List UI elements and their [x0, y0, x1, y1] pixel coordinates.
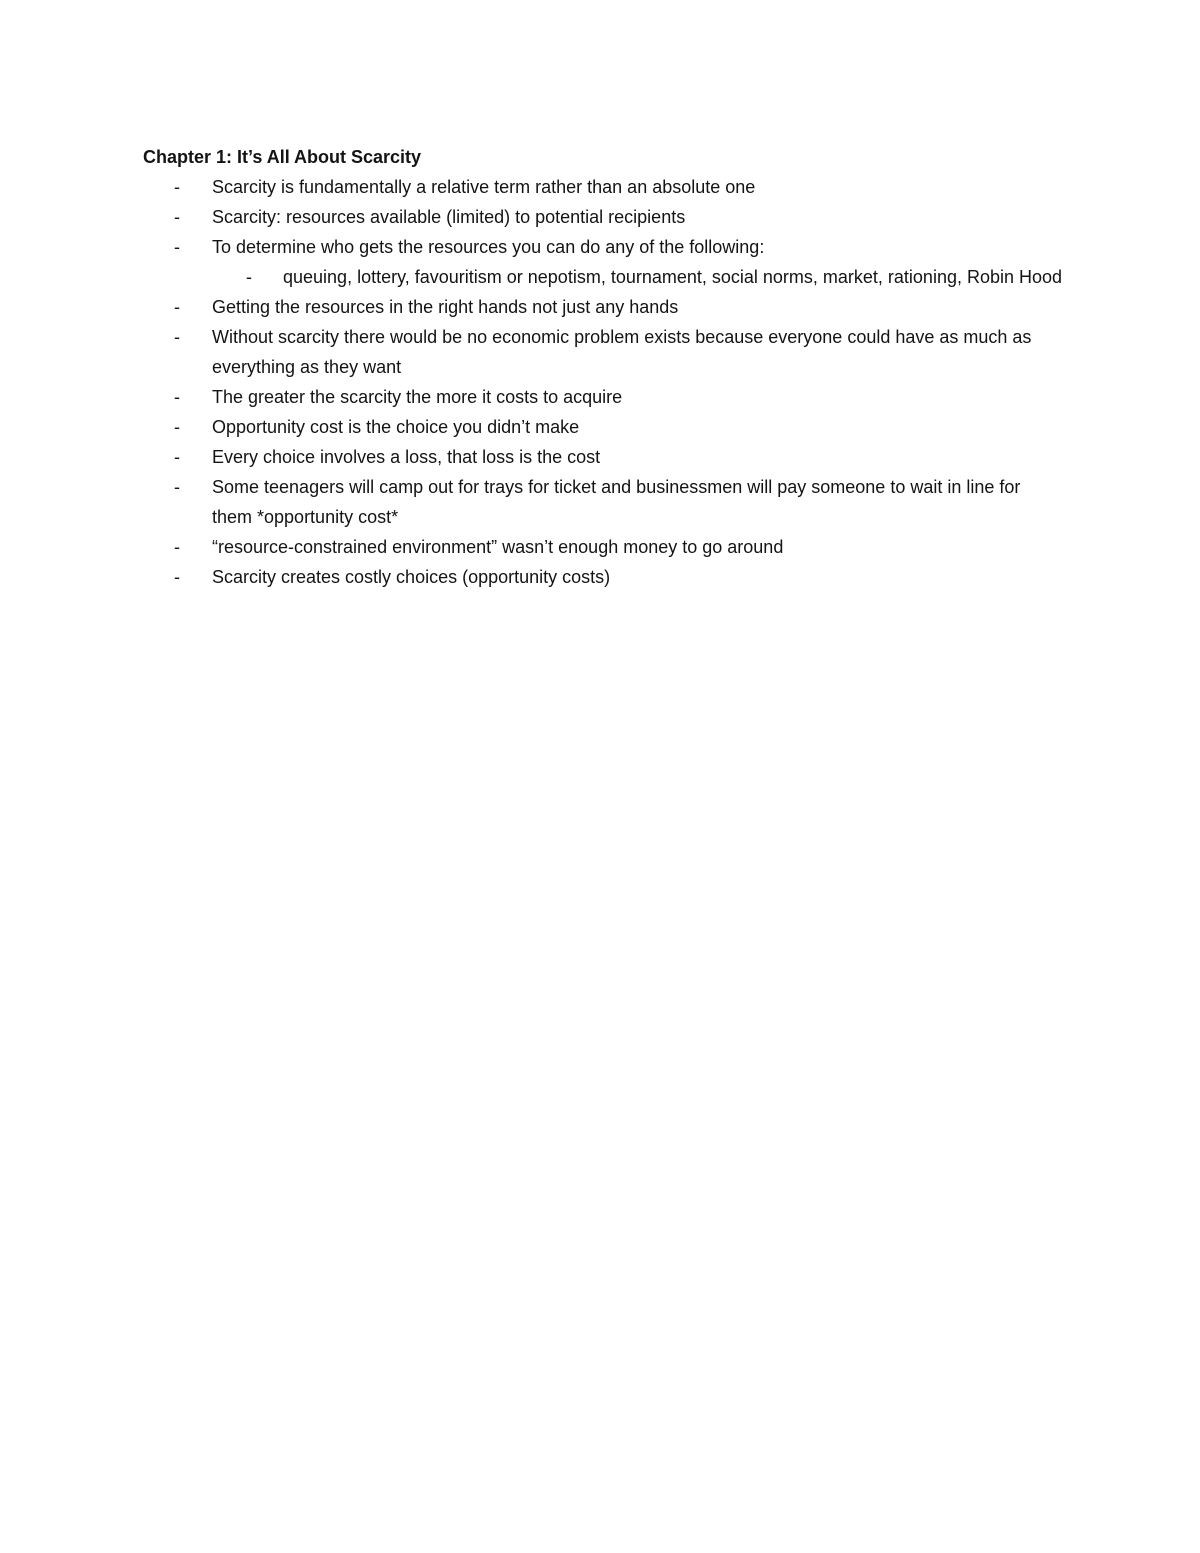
list-item: [143, 322, 1063, 382]
bullet-dash: -: [246, 267, 252, 287]
list-item-text: “resource-constrained environment” wasn’t enough money to go around: [212, 537, 784, 557]
list-item-text: queuing, lottery, favouritism or nepotism, tournament, social norms, market, rationing, Robin Hood: [283, 267, 1063, 287]
list-item: [143, 202, 1063, 232]
list-item: [143, 172, 1063, 202]
list-item-text: Scarcity is fundamentally a relative term rather than an absolute one: [212, 177, 756, 197]
sub-list-item: [143, 262, 1063, 292]
list-item: [143, 442, 1063, 472]
list-item-text: Scarcity: resources available (limited) to potential recipients: [212, 207, 686, 227]
bullet-dash: -: [174, 177, 180, 197]
bullet-dash: -: [174, 237, 180, 257]
list-item-text: Without scarcity there would be no economic problem exists because everyone could have as much as everything as they want: [212, 327, 1032, 377]
bullet-dash: -: [174, 567, 180, 587]
bullet-dash: -: [174, 417, 180, 437]
bullet-dash: -: [174, 447, 180, 467]
bullet-dash: -: [174, 327, 180, 347]
list-item-text: The greater the scarcity the more it costs to acquire: [212, 387, 623, 407]
bullet-dash: -: [174, 387, 180, 407]
list-item-text: Every choice involves a loss, that loss is the cost: [212, 447, 601, 467]
list-item-text: Scarcity creates costly choices (opportunity costs): [212, 567, 611, 587]
bullet-dash: -: [174, 297, 180, 317]
list-item: [143, 232, 1063, 262]
bullet-list: [143, 172, 1063, 592]
list-item: [143, 412, 1063, 442]
list-item-text: Getting the resources in the right hands not just any hands: [212, 297, 679, 317]
bullet-dash: -: [174, 207, 180, 227]
bullet-dash: -: [174, 477, 180, 497]
list-item-text: Some teenagers will camp out for trays for ticket and businessmen will pay someone to wait in line for them *opportunity cost*: [212, 477, 1021, 527]
bullet-dash: -: [174, 537, 180, 557]
document-body: [143, 142, 1063, 592]
list-item-text: To determine who gets the resources you can do any of the following:: [212, 237, 765, 257]
list-item: [143, 532, 1063, 562]
list-item-text: Opportunity cost is the choice you didn’t make: [212, 417, 580, 437]
list-item: [143, 292, 1063, 322]
list-item: [143, 562, 1063, 592]
list-item: [143, 472, 1063, 532]
chapter-heading: Chapter 1: It’s All About Scarcity: [143, 147, 422, 167]
list-item: [143, 382, 1063, 412]
